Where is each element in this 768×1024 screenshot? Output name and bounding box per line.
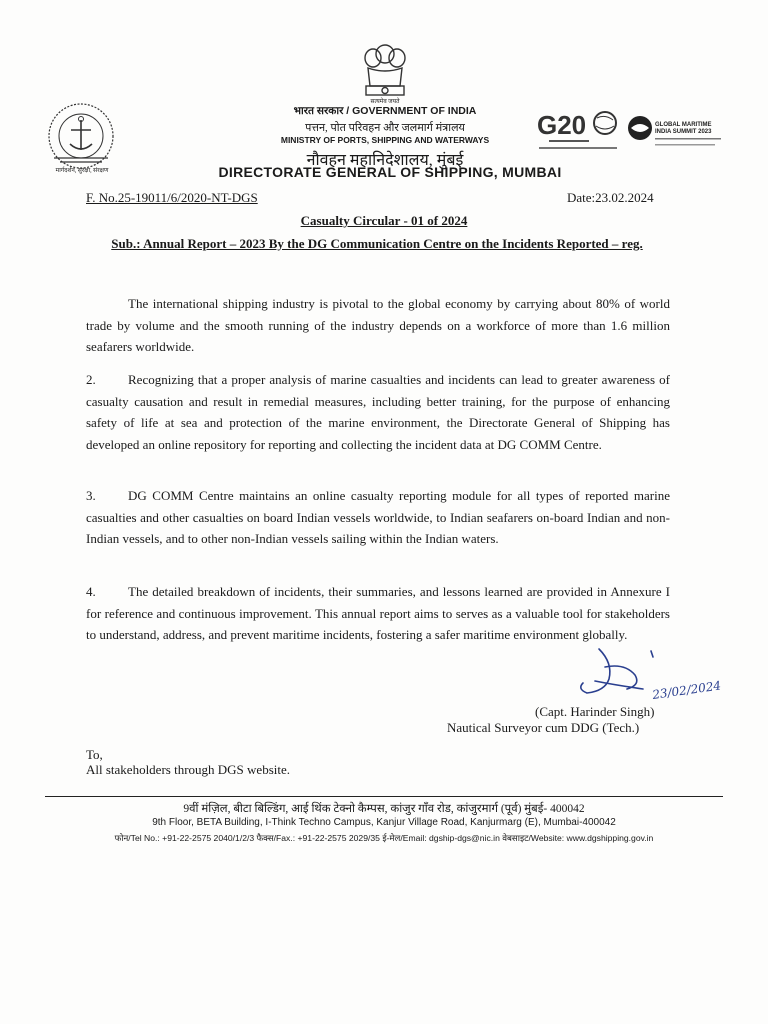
footer-address-hindi: 9वीं मंज़िल, बीटा बिल्डिंग, आई थिंक टेक्नो कैम्पस, कांजुर गाँव रोड, कांजुरमार्ग (पूर्व) मुंबई- 400042 — [183, 803, 585, 815]
handwritten-signature — [565, 645, 735, 710]
signatory-designation: Nautical Surveyor cum DDG (Tech.) — [447, 720, 640, 735]
paragraph-text: DG COMM Centre maintains an online casualty reporting module for all types of reported marine casualties and other casualties on board Indian vessels worldwide, to Indian seafarers on-board Indian and non-Indian vessels, and to other non-Indian vessels sailing within the Indian waters. — [86, 488, 670, 547]
to-label: To, — [86, 747, 103, 762]
circular-date: Date:23.02.2024 — [567, 190, 654, 205]
paragraph-3 — [86, 485, 670, 550]
footer-contact: फोन/Tel No.: +91-22-2575 2040/1/2/3 फैक्स/Fax.: +91-22-2575 2029/35 ई-मेल/Email: dgship-dgs@nic.in वेबसाइट/Website: www.dgshipping.gov.in — [114, 833, 654, 843]
govt-of-india-line: भारत सरकार / GOVERNMENT OF INDIA — [293, 105, 477, 117]
gmis-line-2: INDIA SUMMIT 2023 — [655, 129, 712, 135]
signature-date: 23/02/2024 — [651, 678, 722, 702]
ministry-hindi: पत्तन, पोत परिवहन और जलमार्ग मंत्रालय — [305, 122, 465, 134]
paragraph-number: 2. — [86, 372, 96, 387]
directorate-english: DIRECTORATE GENERAL OF SHIPPING, MUMBAI — [218, 164, 562, 180]
paragraph-4 — [86, 581, 670, 646]
paragraph-1: The international shipping industry is pivotal to the global economy by carrying about 80% of world trade by volume and the smooth running of the industry depends on a workforce of more than 1.6 million seafarers worldwide. — [86, 296, 670, 355]
paragraph-text: The detailed breakdown of incidents, their summaries, and lessons learned are provided in Annexure I for reference and continuous improvement. This annual report aims to serves as a valuable tool for stakeholders to understand, address, and prevent maritime incidents, fostering a safer maritime environment globally. — [86, 584, 670, 643]
g20-logo-text: G20 — [537, 110, 587, 140]
directorate-hindi: नौवहन महानिदेशालय, मुंबई — [306, 152, 464, 169]
gmis-logo-text — [655, 122, 713, 135]
subject-line: Sub.: Annual Report – 2023 By the DG Communication Centre on the Incidents Reported – reg. — [111, 236, 643, 251]
gmis-line-1: GLOBAL MARITIME — [655, 122, 712, 128]
paragraph-number: 4. — [86, 584, 96, 599]
ministry-english: MINISTRY OF PORTS, SHIPPING AND WATERWAYS — [280, 135, 490, 145]
footer-address-english: 9th Floor, BETA Building, I-Think Techno Campus, Kanjur Village Road, Kanjurmarg (E), Mumbai-400042 — [152, 817, 616, 828]
paragraph-2 — [86, 369, 670, 456]
paragraph-text: Recognizing that a proper analysis of marine casualties and incidents can lead to greater awareness of casualty causation and result in remedial measures, including better training, for the purpose of enhancing safety of life at sea and protection of the marine environment, the Directorate General of Shipping has developed an online repository for reporting and collecting the incident data at DG COMM Centre. — [86, 372, 670, 453]
gmis-logo — [626, 108, 726, 154]
g20-logo — [535, 104, 620, 156]
emblem-motto: सत्यमेव जयते — [370, 99, 400, 105]
file-number: F. No.25-19011/6/2020-NT-DGS — [86, 190, 258, 205]
recipients: All stakeholders through DGS website. — [86, 762, 291, 777]
circular-title: Casualty Circular - 01 of 2024 — [300, 213, 468, 228]
paragraph-number: 3. — [86, 488, 96, 503]
national-emblem-icon — [360, 40, 410, 102]
seal-caption: मार्गदर्शन, सुरक्षा, संरक्षण — [55, 168, 109, 174]
signatory-name: (Capt. Harinder Singh) — [535, 704, 655, 719]
footer-divider — [45, 796, 723, 797]
